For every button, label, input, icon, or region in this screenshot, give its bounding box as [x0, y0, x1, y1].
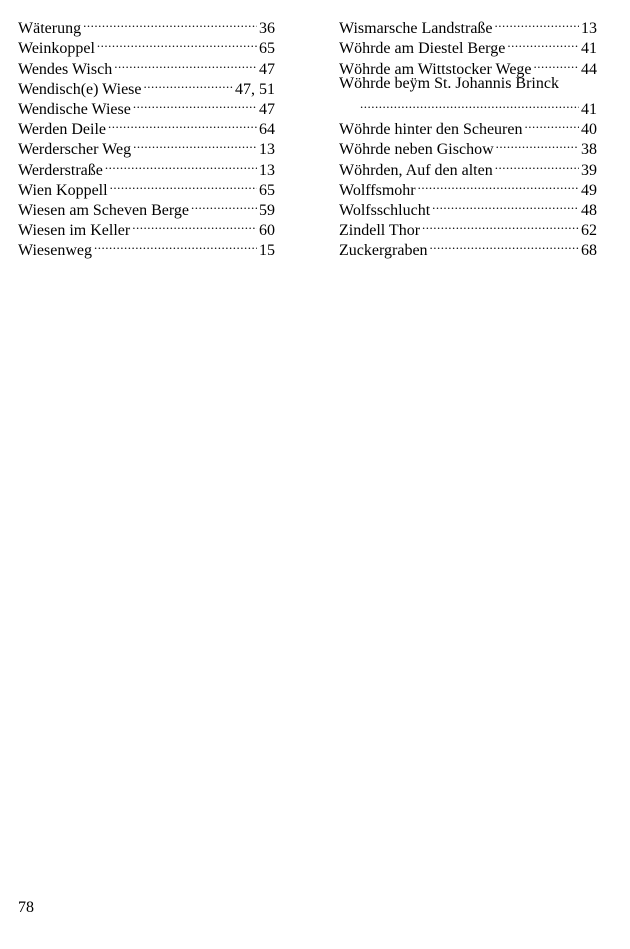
index-page-ref: 59: [259, 201, 275, 219]
dot-leader: [432, 195, 579, 215]
dot-leader: [360, 94, 579, 114]
index-term: Werden Deile: [18, 121, 106, 139]
dot-leader: [108, 114, 257, 134]
index-page-ref: 39: [581, 161, 597, 179]
index-term: Wäterung: [18, 20, 82, 38]
dot-leader: [97, 33, 257, 53]
index-term: Wismarsche Landstraße: [339, 20, 493, 38]
index-term: Wiesen im Keller: [18, 222, 131, 240]
dot-leader: [132, 215, 257, 235]
index-term: Wöhrde neben Gischow: [339, 141, 494, 159]
index-page-ref: 36: [259, 20, 275, 38]
page-number: 78: [18, 899, 34, 916]
index-entry: [339, 13, 597, 38]
index-entry: [339, 114, 597, 139]
index-page-ref: 13: [581, 20, 597, 38]
index-page-ref: 44: [581, 60, 597, 78]
index-page-ref: 13: [259, 161, 275, 179]
dot-leader: [133, 94, 257, 114]
dot-leader: [534, 53, 579, 73]
index-page-ref: 49: [581, 181, 597, 199]
index-term: Wendisch(e) Wiese: [18, 80, 142, 98]
index-term: Wien Koppell: [18, 181, 108, 199]
dot-leader: [524, 114, 579, 134]
index-term: Wolfsschlucht: [339, 201, 431, 219]
index-page-ref: 40: [581, 121, 597, 139]
index-page-ref: 47, 51: [235, 80, 275, 98]
index-term: Wöhrde am Wittstocker Wege: [339, 60, 532, 78]
index-term: Wendes Wisch: [18, 60, 113, 78]
dot-leader: [144, 74, 234, 94]
dot-leader: [496, 134, 579, 154]
index-entry: [339, 74, 597, 118]
dot-leader: [191, 195, 257, 215]
index-page-ref: 47: [259, 60, 275, 78]
index-page-ref: 64: [259, 121, 275, 139]
dot-leader: [133, 134, 257, 154]
dot-leader: [83, 13, 257, 33]
dot-leader: [422, 215, 579, 235]
dot-leader: [495, 154, 579, 174]
dot-leader: [430, 235, 579, 255]
index-page-ref: 65: [259, 40, 275, 58]
index-term: Werderstraße: [18, 161, 103, 179]
index-column-right: [339, 13, 597, 260]
index-term: Zuckergraben: [339, 242, 428, 260]
index-page-ref: 60: [259, 222, 275, 240]
dot-leader: [495, 13, 579, 33]
index-page-ref: 38: [581, 141, 597, 159]
index-page-ref: 41: [581, 100, 597, 118]
index-page-ref: 13: [259, 141, 275, 159]
index-term: Wöhrde am Diestel Berge: [339, 40, 506, 58]
index-page-ref: 47: [259, 100, 275, 118]
dot-leader: [105, 154, 257, 174]
index-term: Werderscher Weg: [18, 141, 132, 159]
index-page-ref: 41: [581, 40, 597, 58]
index-page-ref: 65: [259, 181, 275, 199]
index-page-ref: 62: [581, 222, 597, 240]
dot-leader: [114, 53, 257, 73]
dot-leader: [418, 175, 579, 195]
index-term: Zindell Thor: [339, 222, 421, 240]
index-column-left: [18, 13, 275, 260]
index-term: Wöhrde hinter den Scheuren: [339, 121, 523, 139]
index-term: Wiesenweg: [18, 242, 92, 260]
index-term: Wöhrde beÿm St. Johannis Brinck: [339, 74, 559, 92]
index-term: Weinkoppel: [18, 40, 95, 58]
index-term: Wöhrden, Auf den alten: [339, 161, 493, 179]
index-term: Wendische Wiese: [18, 100, 131, 118]
index-term: Wolffsmohr: [339, 181, 416, 199]
index-page-ref: 48: [581, 201, 597, 219]
dot-leader: [94, 235, 257, 255]
index-entry: [18, 13, 275, 38]
dot-leader: [110, 175, 257, 195]
dot-leader: [507, 33, 579, 53]
index-term: Wiesen am Scheven Berge: [18, 201, 189, 219]
index-page-ref: 15: [259, 242, 275, 260]
index-page-ref: 68: [581, 242, 597, 260]
